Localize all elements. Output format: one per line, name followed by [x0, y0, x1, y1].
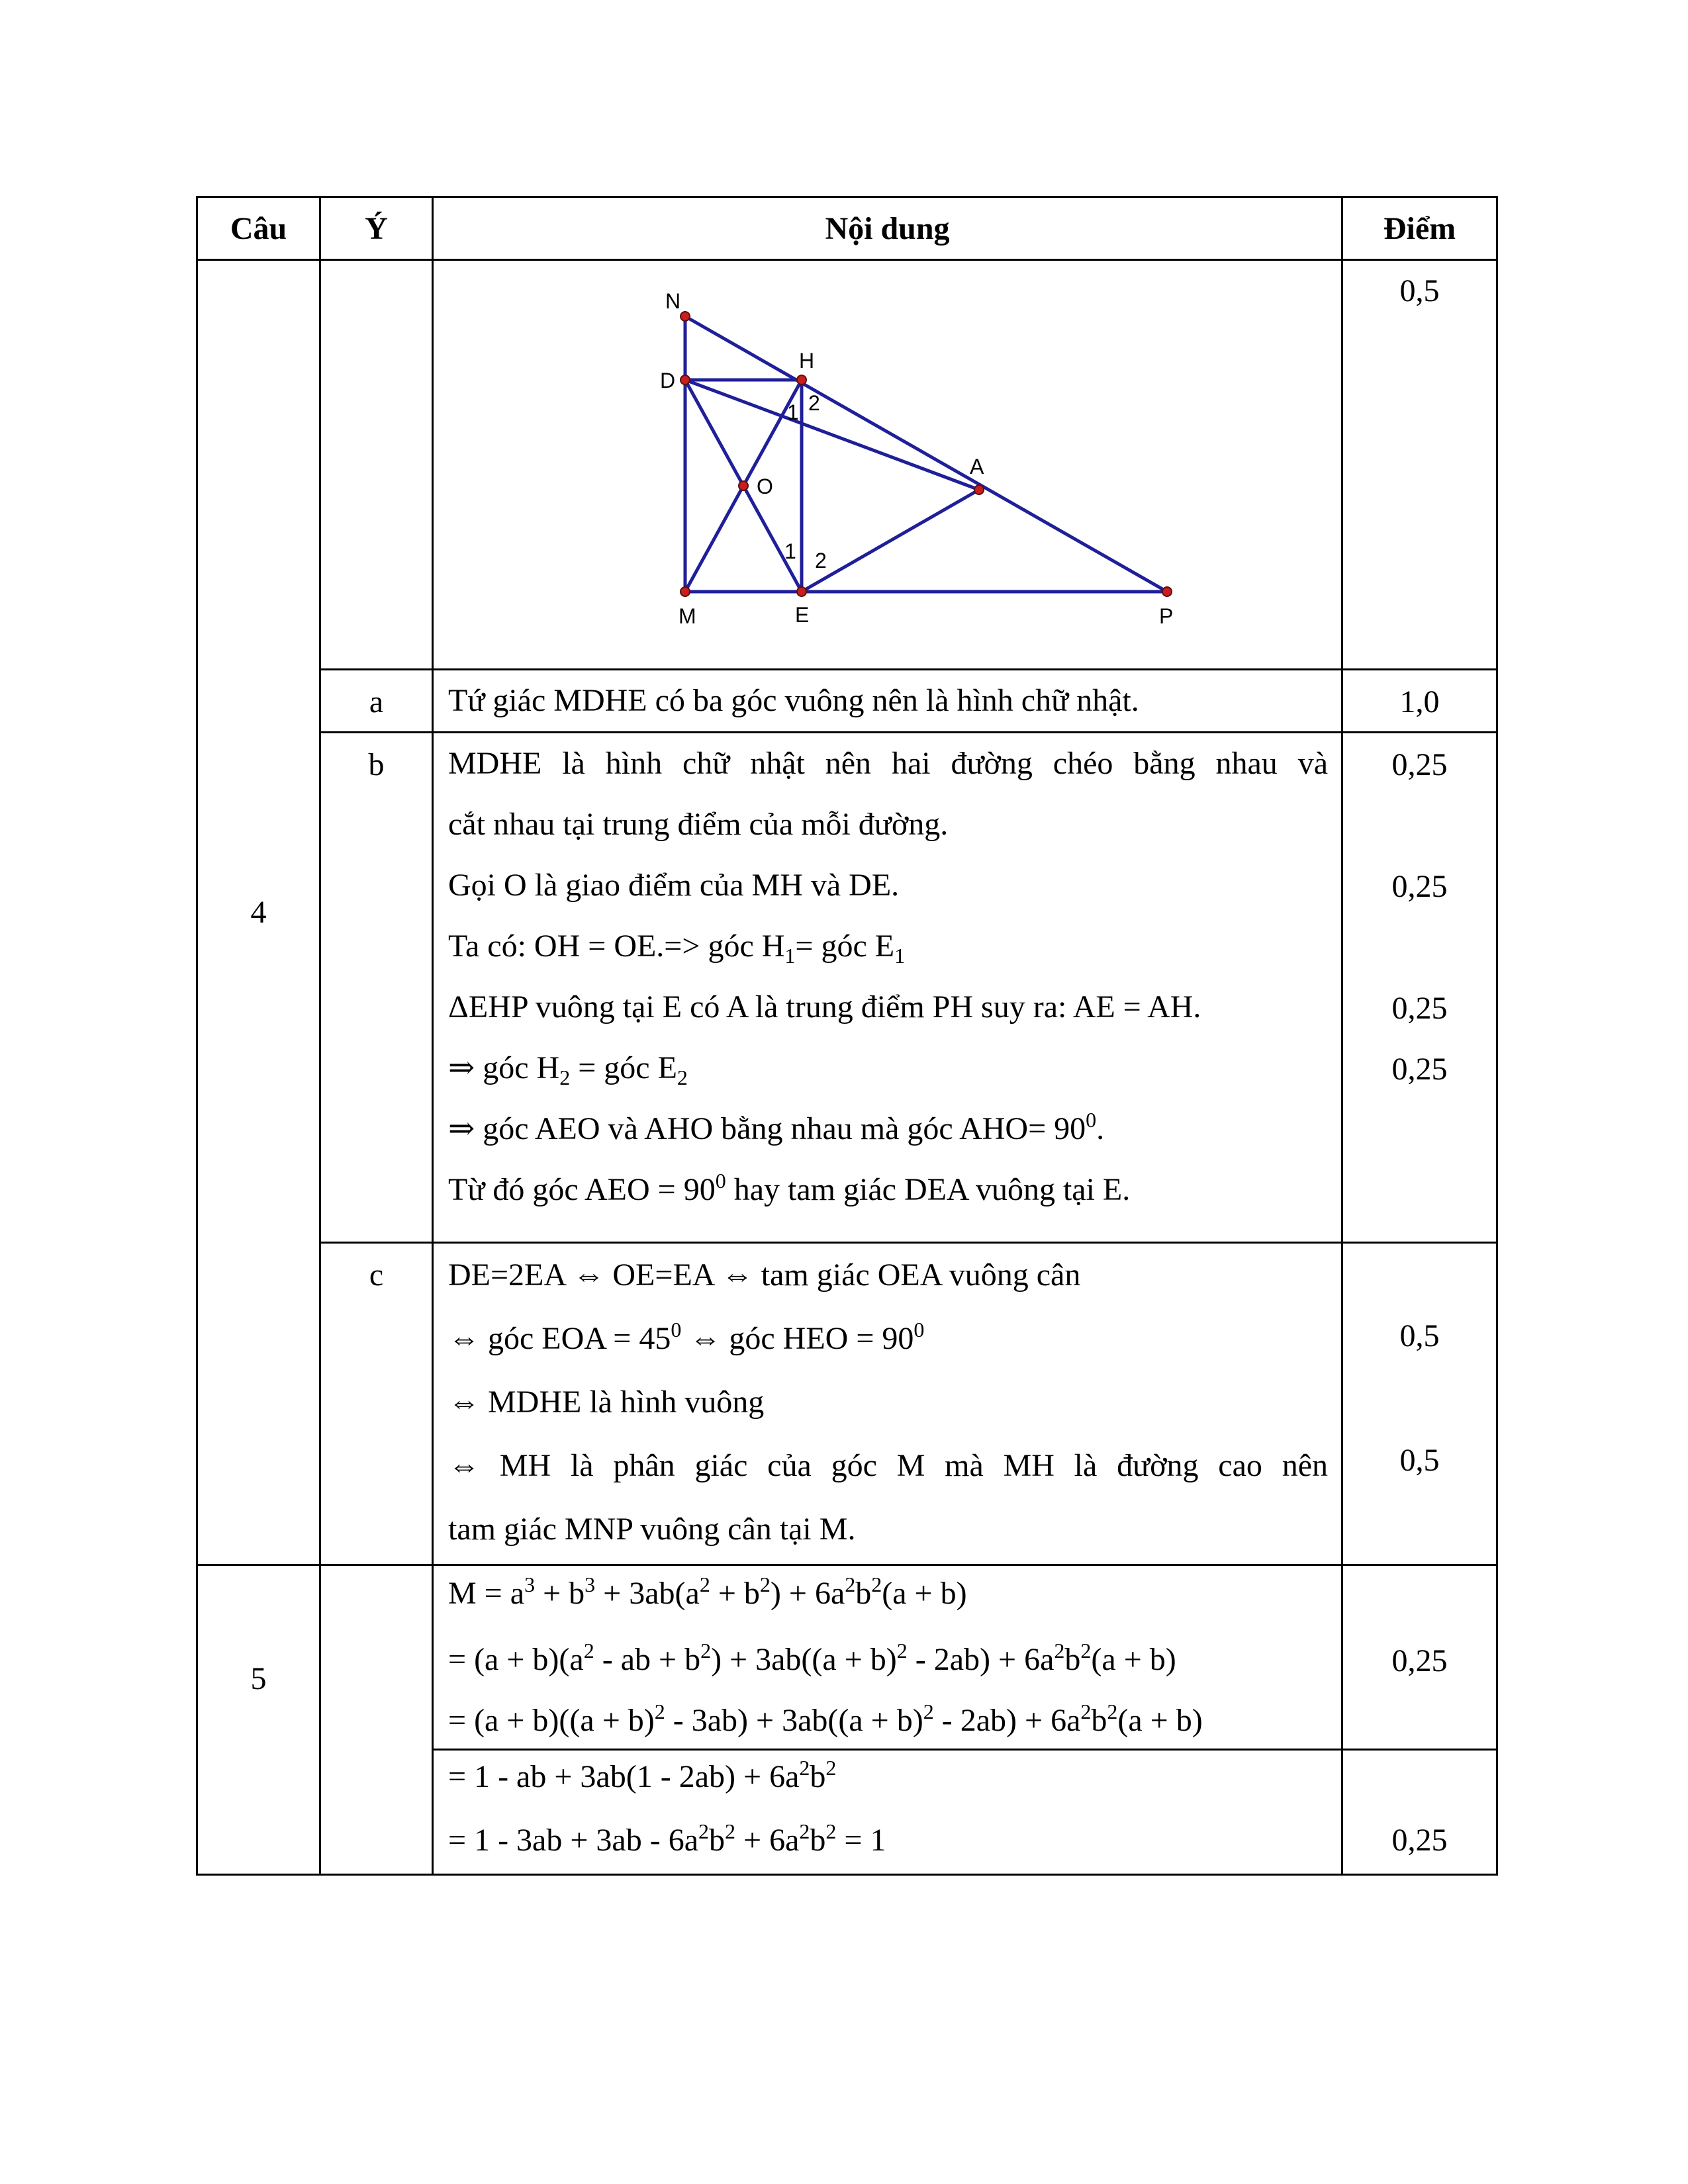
superscript: 2: [896, 1639, 908, 1662]
header-noi-dung: Nội dung: [433, 197, 1342, 260]
q4-figure-y-cell: [320, 260, 433, 670]
text-span: ⇔ góc EOA = 45: [448, 1321, 671, 1356]
text-span: b: [709, 1823, 726, 1858]
formula-line: [448, 1688, 1328, 1749]
text-span: ) + 6a: [770, 1576, 845, 1611]
header-y: Ý: [320, 197, 433, 260]
text-line: tam giác MNP vuông cân tại M.: [448, 1512, 856, 1547]
text-span: + 6a: [735, 1823, 800, 1858]
score: 0,25: [1391, 747, 1448, 782]
superscript: 2: [825, 1756, 837, 1780]
point-D: [680, 375, 690, 385]
q5-number: [197, 1565, 320, 1875]
score: 0,5: [1399, 273, 1440, 308]
part-a-score-cell: [1342, 670, 1497, 733]
text-span: b: [1091, 1703, 1107, 1738]
text-span: + b: [535, 1576, 585, 1611]
q4-figure-row: [197, 260, 1497, 670]
label-H: H: [799, 349, 815, 373]
label-A: A: [970, 455, 984, 478]
header-row: [197, 197, 1497, 260]
part-c-label: [320, 1243, 433, 1565]
label-N: N: [665, 289, 681, 313]
q5-part1-content: [433, 1565, 1342, 1750]
point-O: [739, 481, 748, 490]
point-A: [974, 485, 984, 494]
subscript: 1: [784, 944, 796, 968]
label-M: M: [679, 604, 696, 628]
superscript: 2: [699, 1572, 710, 1596]
label-angle-E2: 2: [815, 549, 827, 572]
formula-line: [448, 1751, 1328, 1807]
segment-EA: [802, 490, 979, 592]
superscript: 2: [825, 1819, 837, 1843]
text-span: = 1 - 3ab + 3ab - 6a: [448, 1823, 699, 1858]
text-span: = (a + b)(a: [448, 1642, 584, 1677]
question-number: 5: [250, 1661, 267, 1696]
text-span: (a + b): [1091, 1642, 1176, 1677]
q4-part-b-row: [197, 733, 1497, 1243]
text-span: ) + 3ab((a + b): [711, 1642, 897, 1677]
formula-line: [448, 1627, 1328, 1688]
point-E: [797, 587, 806, 596]
superscript: 0: [715, 1169, 726, 1193]
label-angle-H1: 1: [787, 400, 799, 424]
part-label: b: [368, 747, 385, 782]
superscript: 2: [871, 1572, 882, 1596]
text-span: b: [810, 1759, 826, 1794]
superscript: 2: [923, 1700, 934, 1723]
text-span: = 1 - ab + 3ab(1 - 2ab) + 6a: [448, 1759, 800, 1794]
text-span: - 2ab) + 6a: [933, 1703, 1081, 1738]
superscript: 2: [1054, 1639, 1065, 1662]
text-span: (a + b): [1117, 1703, 1203, 1738]
geometry-figure-lines: [626, 274, 1174, 645]
superscript: 2: [799, 1819, 810, 1843]
q4-part-a-row: [197, 670, 1497, 733]
text-span: b: [855, 1576, 872, 1611]
text-line: Gọi O là giao điểm của MH và DE.: [448, 868, 900, 903]
text-span: ⇔ góc HEO = 90: [681, 1321, 914, 1356]
text-span: = góc E: [795, 929, 895, 964]
text-span: Từ đó góc AEO = 90: [448, 1172, 716, 1207]
part-b-content: [433, 733, 1342, 1243]
point-M: [680, 587, 690, 596]
text-line: [448, 1307, 1328, 1371]
text-span: = góc E: [570, 1050, 677, 1085]
superscript: 2: [845, 1572, 856, 1596]
point-N: [680, 312, 690, 321]
text-span: - ab + b: [594, 1642, 701, 1677]
label-angle-E1: 1: [784, 539, 796, 563]
text-span: - 2ab) + 6a: [907, 1642, 1055, 1677]
segment-DA: [685, 380, 979, 490]
part-c-score-cell: [1342, 1243, 1497, 1565]
score: 0,25: [1391, 1643, 1448, 1678]
text-span: (a + b): [882, 1576, 967, 1611]
point-H: [797, 375, 806, 385]
text-span: + 3ab(a: [595, 1576, 700, 1611]
text-span: ⇒ góc H: [448, 1050, 560, 1085]
superscript: 3: [585, 1572, 596, 1596]
superscript: 2: [759, 1572, 771, 1596]
label-angle-H2: 2: [808, 391, 820, 415]
label-E: E: [795, 603, 810, 627]
q5-part1-score-cell: [1342, 1565, 1497, 1750]
superscript: 2: [799, 1756, 810, 1780]
text-span: Ta có: OH = OE.=> góc H: [448, 929, 785, 964]
text-span: b: [1064, 1642, 1081, 1677]
score: 0,5: [1399, 1443, 1440, 1478]
superscript: 2: [700, 1639, 712, 1662]
label-D: D: [660, 369, 676, 392]
q4-number: 4: [197, 260, 320, 1565]
q5-part2-score-cell: [1342, 1750, 1497, 1875]
geometry-figure-cell: [433, 260, 1342, 670]
score: 0,25: [1391, 1823, 1448, 1858]
superscript: 0: [1086, 1108, 1097, 1132]
text-span: = 1: [836, 1823, 886, 1858]
text-line: DE=2EA ⇔ OE=EA ⇔ tam giác OEA vuông cân: [448, 1257, 1081, 1293]
header-diem: Điểm: [1342, 197, 1497, 260]
text-span: hay tam giác DEA vuông tại E.: [726, 1172, 1131, 1207]
q4-figure-score-cell: [1342, 260, 1497, 670]
part-label: a: [369, 684, 384, 719]
superscript: 2: [1080, 1639, 1092, 1662]
text-line: MDHE là hình chữ nhật nên hai đường chéo bằng nhau và: [448, 746, 1328, 781]
superscript: 0: [671, 1318, 682, 1342]
segment-NP: [685, 316, 1167, 592]
subscript: 1: [894, 944, 906, 968]
part-b-label: [320, 733, 433, 1243]
text-line: [448, 916, 1328, 977]
score: 1,0: [1399, 684, 1440, 719]
q5-y-cell: [320, 1565, 433, 1875]
subscript: 2: [677, 1066, 688, 1089]
score: 0,5: [1399, 1318, 1440, 1353]
text-span: ⇒ góc AEO và AHO bằng nhau mà góc AHO= 90: [448, 1111, 1086, 1146]
text-span: = (a + b)((a + b): [448, 1703, 655, 1738]
score: 0,25: [1391, 869, 1448, 904]
answer-table: [196, 196, 1498, 1876]
text-line: [448, 1099, 1328, 1160]
formula-line: [448, 1566, 1328, 1627]
part-label: c: [369, 1257, 384, 1293]
superscript: 2: [654, 1700, 665, 1723]
text-line: ⇔ MH là phân giác của góc M mà MH là đường cao nên: [448, 1448, 1328, 1483]
superscript: 3: [524, 1572, 536, 1596]
text-line: Tứ giác MDHE có ba góc vuông nên là hình chữ nhật.: [448, 683, 1139, 718]
label-O: O: [757, 475, 773, 498]
q4-part-c-row: [197, 1243, 1497, 1565]
q5-part2-content: [433, 1750, 1342, 1875]
score: 0,25: [1391, 1052, 1448, 1087]
text-span: b: [810, 1823, 826, 1858]
text-line: cắt nhau tại trung điểm của mỗi đường.: [448, 807, 949, 842]
text-line: ΔEHP vuông tại E có A là trung điểm PH suy ra: AE = AH.: [448, 989, 1201, 1024]
text-span: .: [1096, 1111, 1105, 1146]
superscript: 2: [725, 1819, 736, 1843]
part-b-score-cell: [1342, 733, 1497, 1243]
part-a-label: [320, 670, 433, 733]
text-line: [448, 1160, 1328, 1220]
part-c-content: [433, 1243, 1342, 1565]
superscript: 2: [1107, 1700, 1118, 1723]
label-P: P: [1159, 604, 1174, 628]
part-a-content: [433, 670, 1342, 733]
superscript: 2: [698, 1819, 710, 1843]
text-line: ⇔ MDHE là hình vuông: [448, 1385, 765, 1420]
text-span: - 3ab) + 3ab((a + b): [665, 1703, 923, 1738]
q5-part1-row: [197, 1565, 1497, 1750]
text-span: + b: [710, 1576, 760, 1611]
superscript: 2: [1080, 1700, 1092, 1723]
formula-line: [448, 1807, 1328, 1871]
subscript: 2: [559, 1066, 571, 1089]
score: 0,25: [1391, 991, 1448, 1026]
point-P: [1162, 587, 1172, 596]
superscript: 0: [914, 1318, 925, 1342]
header-cau: Câu: [197, 197, 320, 260]
text-span: M = a: [448, 1576, 525, 1611]
superscript: 2: [583, 1639, 594, 1662]
text-line: [448, 1038, 1328, 1099]
